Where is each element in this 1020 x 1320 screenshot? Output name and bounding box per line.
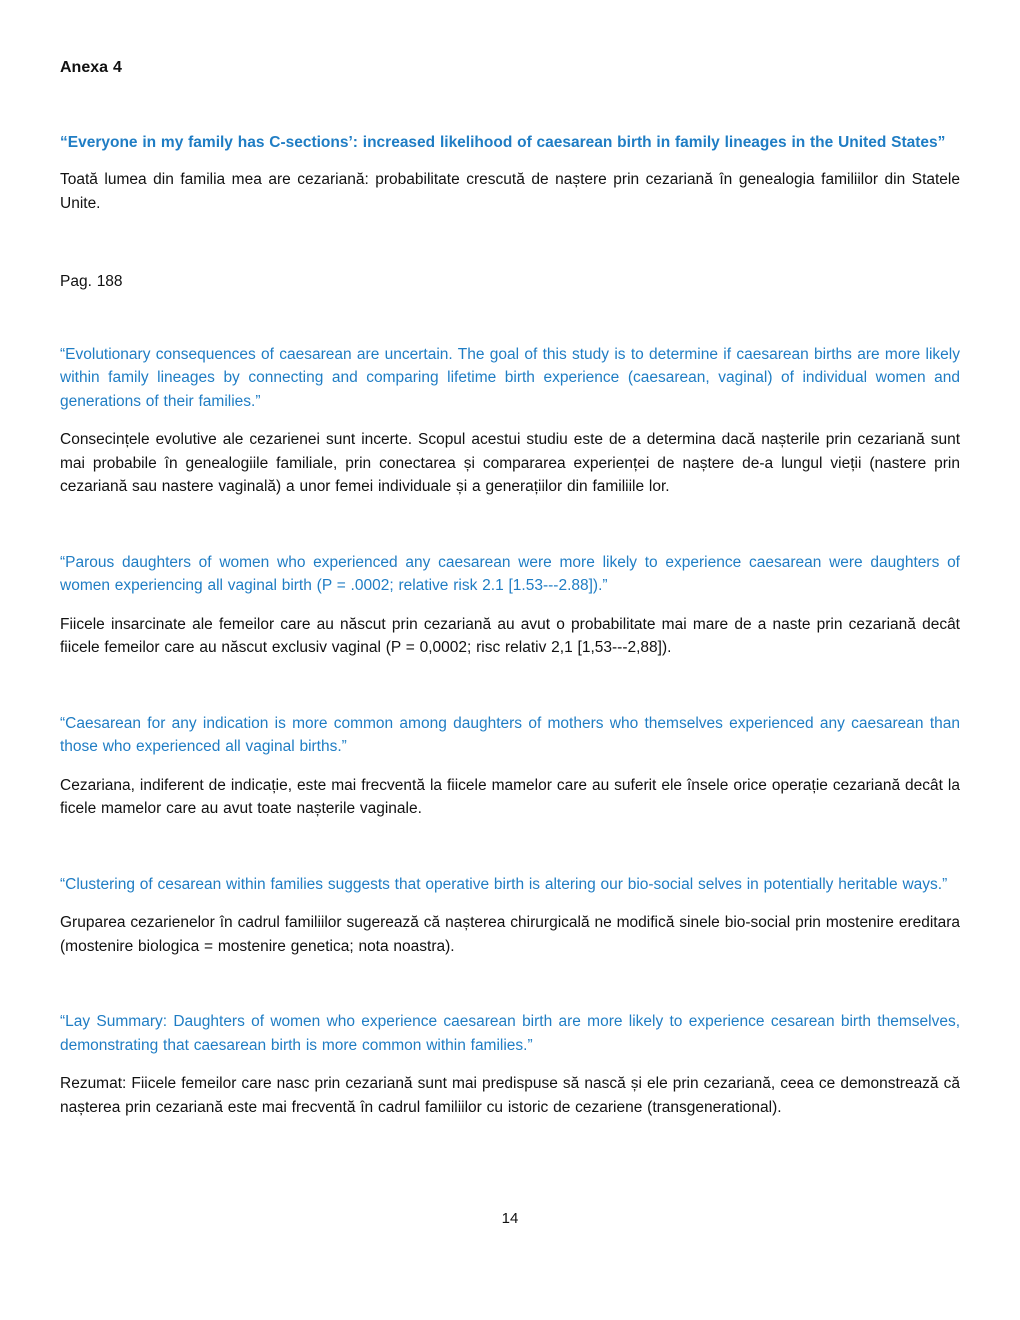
annex-label: Anexa 4 [60, 59, 122, 76]
excerpt-translation-romanian: Consecințele evolutive ale cezarienei sunt incerte. Scopul acestui studiu este de a determina dacă nașterile prin cezariană sunt mai probabile în genealogiile familiale, prin conectarea și compararea experienței de naștere de-a lungul vieții (nastere prin cezariană sau nastere vaginală) a unor femei individuale și a generațiilor din familiile lor. [60, 431, 960, 495]
excerpt-block-4 [60, 873, 960, 959]
excerpt-translation-romanian: Gruparea cezarienelor în cadrul familiilor sugerează că nașterea chirurgicală ne modifică sinele bio-social prin mostenire ereditara (mostenire biologica = mostenire genetica; nota noastra). [60, 914, 960, 955]
excerpt-translation-romanian: Rezumat: Fiicele femeilor care nasc prin cezariană sunt mai predispuse să nască și ele prin cezariană, ceea ce demonstrează că nașterea prin cezariană este mai frecventă în cadrul familiilor cu istoric de cezariene (transgenerational). [60, 1075, 960, 1116]
excerpt-quote-english: “Evolutionary consequences of caesarean are uncertain. The goal of this study is to determine if caesarean births are more likely within family lineages by connecting and comparing lifetime birth experience (caesarean, vaginal) of individual women and generations of their families.” [60, 345, 960, 410]
excerpt-block-1 [60, 343, 960, 499]
article-title-english: “Everyone in my family has C-sections’: increased likelihood of caesarean birth in family lineages in the United States” [60, 133, 946, 151]
excerpt-block-5 [60, 1010, 960, 1119]
excerpt-translation-romanian: Cezariana, indiferent de indicație, este mai frecventă la fiicele mamelor care au suferit ele însele orice operație cezariană decât la ficele mamelor care au avut toate nașterile vaginale. [60, 776, 960, 817]
page-reference: Pag. 188 [60, 273, 123, 290]
excerpt-quote-english: “Lay Summary: Daughters of women who experience caesarean birth are more likely to experience cesarean birth themselves, demonstrating that caesarean birth is more common within families.” [60, 1013, 960, 1054]
page-number: 14 [501, 1210, 519, 1227]
excerpt-quote-english: “Caesarean for any indication is more common among daughters of mothers who themselves experienced any caesarean than those who experienced all vaginal births.” [60, 714, 960, 755]
excerpt-quote-english: “Clustering of cesarean within families suggests that operative birth is altering our bio-social selves in potentially heritable ways.” [60, 875, 948, 893]
excerpt-block-2 [60, 551, 960, 660]
excerpt-block-3 [60, 712, 960, 821]
excerpt-quote-english: “Parous daughters of women who experienced any caesarean were more likely to experience caesarean were daughters of women experiencing all vaginal birth (P = .0002; relative risk 2.1 [1.53---2.88]).” [60, 553, 960, 594]
excerpt-translation-romanian: Fiicele insarcinate ale femeilor care au născut prin cezariană au avut o probabilitate mai mare de a naste prin cezariană decât fiicele femeilor care au născut exclusiv vaginal (P = 0,0002; risc relativ 2,1 [1,53---2,88]). [60, 615, 960, 656]
article-title-romanian: Toată lumea din familia mea are cezariană: probabilitate crescută de naștere prin cezariană în genealogia familiilor din Statele Unite. [60, 171, 960, 212]
